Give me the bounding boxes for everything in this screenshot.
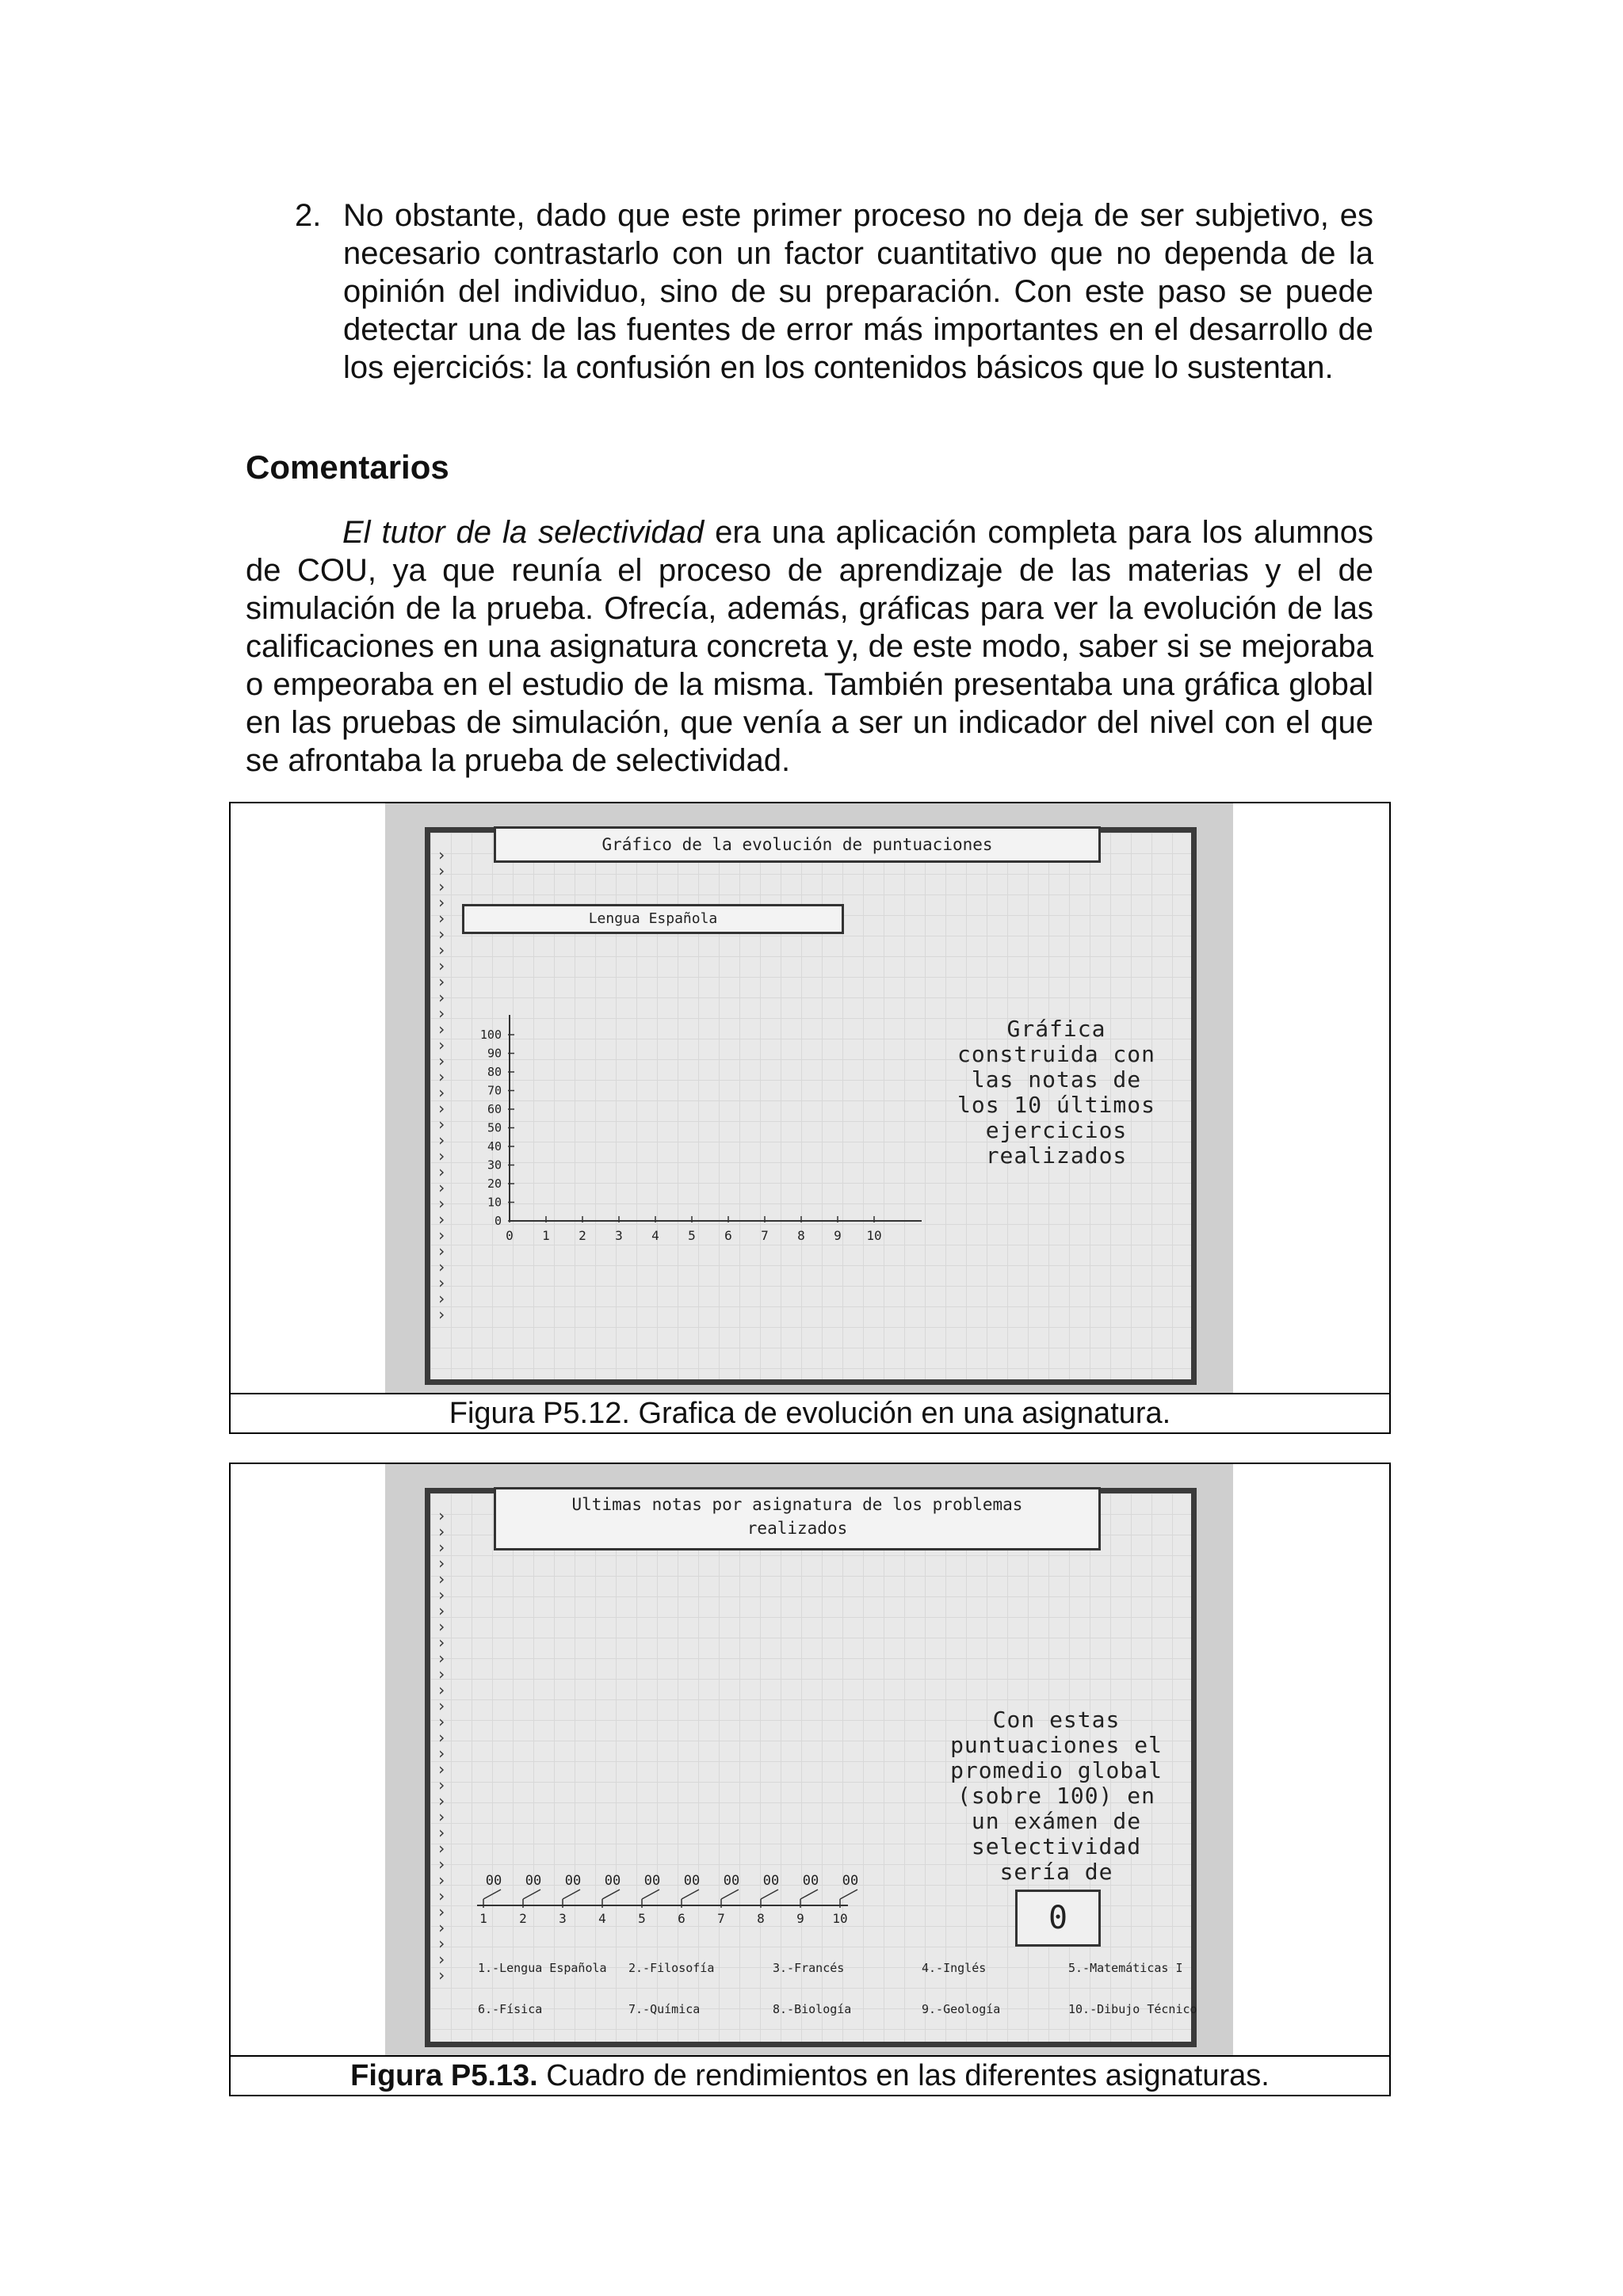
notebook-frame [425, 827, 1197, 1385]
spiral-binding [437, 847, 460, 1365]
note-line: promedio global [950, 1757, 1163, 1783]
spiral-ring-icon: › [437, 1051, 447, 1070]
spiral-ring-icon: › [437, 1728, 447, 1747]
side-note-line: los 10 últimos [957, 1092, 1155, 1118]
y-tick-label: 10 [487, 1195, 502, 1210]
x-tick-label: 5 [688, 1228, 696, 1243]
spiral-ring-icon: › [437, 877, 447, 896]
figure-p5-12 [229, 802, 1391, 1434]
spiral-ring-icon: › [437, 1131, 447, 1150]
spiral-ring-icon: › [437, 1585, 447, 1604]
score-axis-label: 8 [757, 1911, 765, 1926]
spiral-ring-icon: › [437, 972, 447, 991]
score-axis-label: 5 [638, 1911, 646, 1926]
figure-p5-13 [229, 1463, 1391, 2096]
subject-legend-item: 6.-Física [478, 2002, 543, 2016]
side-note-line: construida con [957, 1041, 1155, 1067]
y-tick-label: 0 [494, 1214, 502, 1228]
subject-legend-item: 2.-Filosofía [628, 1961, 715, 1975]
score-axis-label: 3 [559, 1911, 567, 1926]
screen-title-line: realizados [747, 1519, 848, 1538]
spiral-ring-icon: › [437, 1506, 447, 1525]
chart-side-note [938, 1016, 1175, 1169]
side-note-line: Gráfica [1006, 1016, 1106, 1042]
spiral-ring-icon: › [437, 1633, 447, 1652]
subject-legend-item: 4.-Inglés [922, 1961, 987, 1975]
score-value: 00 [762, 1873, 780, 1889]
y-tick-label: 70 [487, 1083, 502, 1098]
screenshot-scores [385, 1464, 1233, 2055]
spiral-ring-icon: › [437, 1712, 447, 1731]
spiral-ring-icon: › [437, 1146, 447, 1165]
spiral-ring-icon: › [437, 1083, 447, 1102]
note-line: puntuaciones el [950, 1732, 1163, 1758]
spiral-ring-icon: › [437, 1305, 447, 1324]
figure-caption: Figura P5.12. Grafica de evolución en una asignatura. [231, 1393, 1389, 1432]
score-value: 00 [842, 1873, 859, 1889]
spiral-ring-icon: › [437, 1886, 447, 1905]
x-tick-label: 4 [651, 1228, 659, 1243]
spiral-ring-icon: › [437, 1775, 447, 1794]
spiral-ring-icon: › [437, 988, 447, 1007]
spiral-ring-icon: › [437, 1807, 447, 1826]
list-item-text: No obstante, dado que este primer proceso no deja de ser subjetivo, es necesario contrastarlo con un factor cuantitativo que no dependa de la opinión del individuo, sino de su preparación. Con este paso se puede detectar una de las fuentes de error más importantes en el desarrollo de los ejerciciós: la confusión en los contenidos básicos que lo sustentan. [343, 198, 1373, 385]
spiral-ring-icon: › [437, 1902, 447, 1921]
side-note-line: ejercicios [985, 1117, 1128, 1143]
spiral-ring-icon: › [437, 1649, 447, 1668]
spiral-ring-icon: › [437, 1918, 447, 1937]
x-tick-label: 1 [542, 1228, 550, 1243]
score-value: 00 [604, 1873, 621, 1889]
subject-label: Lengua Española [462, 904, 844, 934]
spiral-ring-icon: › [437, 1067, 447, 1086]
spiral-ring-icon: › [437, 861, 447, 880]
spiral-ring-icon: › [437, 1099, 447, 1118]
comentarios-body: era una aplicación completa para los alumnos de COU, ya que reunía el proceso de aprendizaje de las materias y el de simulación de la prueba. Ofrecía, además, gráficas para ver la evolución de las calificaciones en una asignatura concreta y, de este modo, saber si se mejoraba o empeoraba en el estudio de la misma. También presentaba una gráfica global en las pruebas de simulación, que venía a ser un indicador del nivel con el que se afrontaba la prueba de selectividad. [246, 515, 1374, 778]
spiral-ring-icon: › [437, 1194, 447, 1213]
score-axis-label: 1 [479, 1911, 487, 1926]
subject-legend-item: 8.-Biología [773, 2002, 852, 2016]
score-value: 00 [643, 1873, 661, 1889]
spiral-ring-icon: › [437, 909, 447, 928]
spiral-ring-icon: › [437, 1226, 447, 1245]
subject-legend-item: 7.-Química [628, 2002, 701, 2016]
y-tick-label: 90 [487, 1046, 502, 1061]
spiral-ring-icon: › [437, 1966, 447, 1985]
note-line: (sobre 100) en [957, 1783, 1155, 1809]
score-value: 00 [525, 1873, 542, 1889]
spiral-ring-icon: › [437, 1760, 447, 1779]
subject-legend-item: 5.-Matemáticas I [1068, 1961, 1183, 1975]
spiral-ring-icon: › [437, 1680, 447, 1699]
spiral-ring-icon: › [437, 1601, 447, 1620]
spiral-ring-icon: › [437, 1791, 447, 1810]
score-axis-label: 2 [519, 1911, 527, 1926]
comentarios-paragraph [246, 513, 1373, 780]
notebook-frame [425, 1488, 1197, 2047]
subject-legend-item: 1.-Lengua Española [478, 1961, 607, 1975]
spiral-ring-icon: › [437, 956, 447, 975]
spiral-ring-icon: › [437, 1855, 447, 1874]
x-tick-label: 7 [761, 1228, 769, 1243]
spiral-ring-icon: › [437, 1554, 447, 1573]
spiral-ring-icon: › [437, 845, 447, 864]
spiral-ring-icon: › [437, 1522, 447, 1541]
spiral-ring-icon: › [437, 1950, 447, 1969]
spiral-ring-icon: › [437, 1004, 447, 1023]
x-tick-label: 3 [615, 1228, 623, 1243]
spiral-ring-icon: › [437, 1538, 447, 1557]
evolution-chart [462, 1007, 938, 1245]
x-tick-label: 6 [724, 1228, 732, 1243]
spiral-ring-icon: › [437, 1241, 447, 1261]
global-average-box: 0 [1015, 1890, 1101, 1947]
score-value: 00 [485, 1873, 502, 1889]
x-tick-label: 10 [866, 1228, 882, 1243]
score-axis-label: 7 [717, 1911, 725, 1926]
app-title-italic: El tutor de la selectividad [342, 515, 705, 550]
side-note-line: realizados [985, 1142, 1128, 1169]
y-tick-label: 20 [487, 1177, 502, 1191]
spiral-ring-icon: › [437, 1696, 447, 1715]
spiral-ring-icon: › [437, 893, 447, 912]
x-tick-label: 9 [834, 1228, 842, 1243]
spiral-ring-icon: › [437, 1665, 447, 1684]
screenshot-evolution [385, 803, 1233, 1393]
spiral-ring-icon: › [437, 1210, 447, 1229]
y-tick-label: 50 [487, 1120, 502, 1135]
spiral-ring-icon: › [437, 1934, 447, 1953]
score-axis-label: 4 [598, 1911, 606, 1926]
subject-legend-item: 9.-Geología [922, 2002, 1001, 2016]
spiral-ring-icon: › [437, 1617, 447, 1636]
y-tick-label: 40 [487, 1139, 502, 1154]
y-tick-label: 80 [487, 1065, 502, 1079]
note-line: Con estas [992, 1707, 1121, 1733]
spiral-ring-icon: › [437, 1289, 447, 1308]
spiral-ring-icon: › [437, 925, 447, 944]
caption-label: Figura P5.13. [350, 2059, 538, 2092]
spiral-ring-icon: › [437, 1839, 447, 1858]
score-value: 00 [564, 1873, 582, 1889]
section-heading: Comentarios [246, 448, 449, 486]
spiral-ring-icon: › [437, 1273, 447, 1292]
y-tick-label: 100 [479, 1028, 502, 1042]
note-line: selectividad [971, 1833, 1142, 1859]
figure-caption [231, 2055, 1389, 2095]
note-line: sería de [999, 1859, 1113, 1885]
y-tick-label: 30 [487, 1158, 502, 1173]
screen-title-line: Ultimas notas por asignatura de los problemas [571, 1495, 1023, 1514]
subject-legend-item: 10.-Dibujo Técnico [1068, 2002, 1197, 2016]
subject-legend [430, 1493, 1197, 2032]
score-axis-label: 6 [678, 1911, 685, 1926]
score-axis-label: 10 [832, 1911, 848, 1926]
spiral-ring-icon: › [437, 1115, 447, 1134]
list-number: 2. [295, 198, 322, 233]
score-axis-label: 9 [796, 1911, 804, 1926]
y-tick-label: 60 [487, 1102, 502, 1116]
x-tick-label: 2 [579, 1228, 586, 1243]
x-tick-label: 0 [506, 1228, 514, 1243]
spiral-ring-icon: › [437, 1257, 447, 1276]
score-value: 00 [683, 1873, 701, 1889]
spiral-ring-icon: › [437, 1569, 447, 1589]
x-tick-label: 8 [797, 1228, 805, 1243]
score-value: 00 [723, 1873, 740, 1889]
spiral-ring-icon: › [437, 1178, 447, 1197]
spiral-ring-icon: › [437, 940, 447, 959]
caption-text: Cuadro de rendimientos en las diferentes asignaturas. [537, 2059, 1270, 2092]
note-line: un exámen de [971, 1808, 1142, 1834]
score-value: 00 [802, 1873, 819, 1889]
spiral-ring-icon: › [437, 1744, 447, 1763]
subject-legend-item: 3.-Francés [773, 1961, 845, 1975]
spiral-ring-icon: › [437, 1871, 447, 1890]
spiral-ring-icon: › [437, 1020, 447, 1039]
spiral-ring-icon: › [437, 1035, 447, 1055]
spiral-ring-icon: › [437, 1162, 447, 1181]
screen-title: Gráfico de la evolución de puntuaciones [494, 826, 1101, 863]
side-note-line: las notas de [971, 1066, 1142, 1093]
spiral-ring-icon: › [437, 1823, 447, 1842]
